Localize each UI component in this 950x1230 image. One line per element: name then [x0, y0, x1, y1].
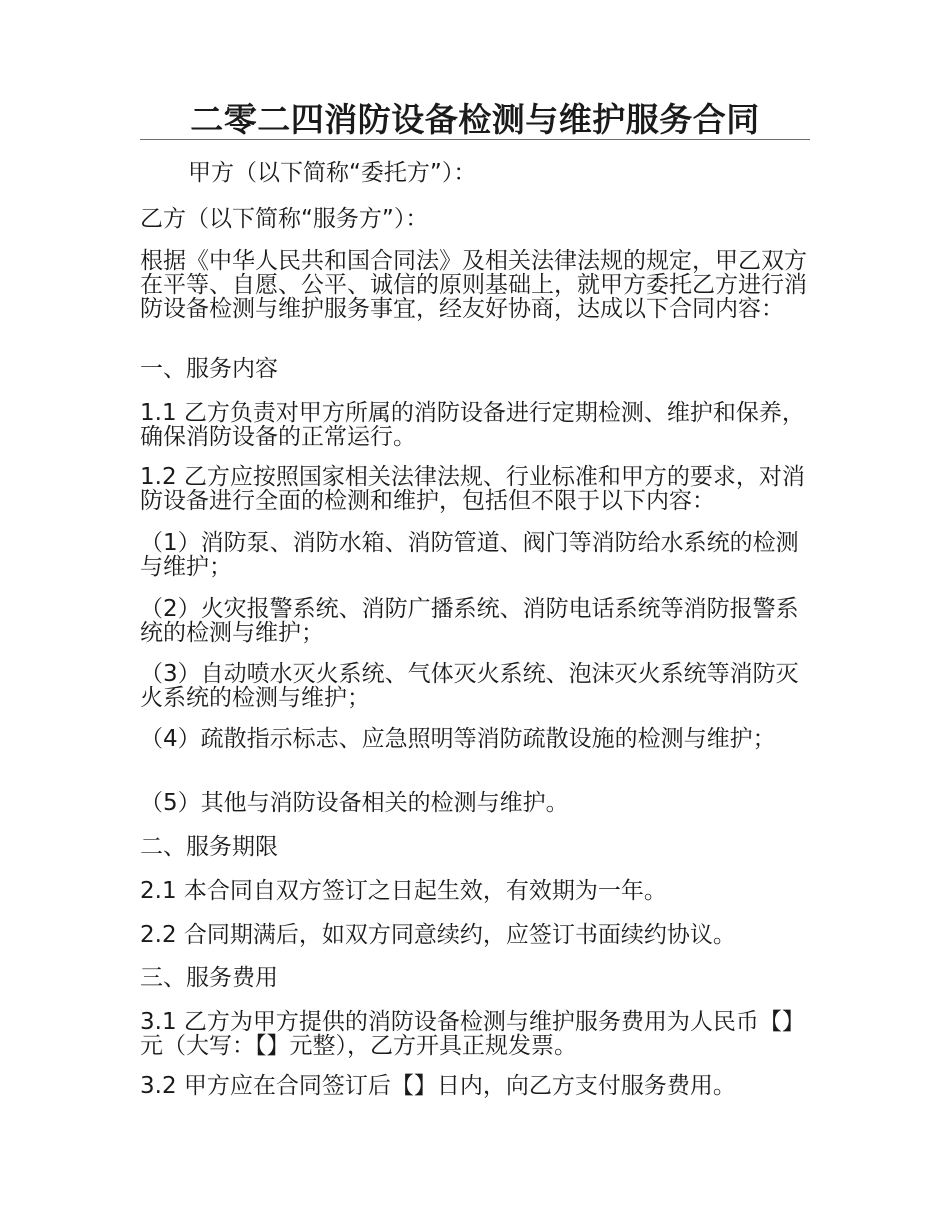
document-title: 二零二四消防设备检测与维护服务合同 [190, 100, 760, 139]
section-heading-service-term: 二、服务期限 [140, 834, 278, 860]
clause-1-2: 1.2 乙方应按照国家相关法律法规、行业标准和甲方的要求，对消防设备进行全面的检测和维护，包括但不限于以下内容： [140, 464, 805, 514]
list-item: （3）自动喷水灭火系统、气体灭火系统、泡沫灭火系统等消防灭火系统的检测与维护； [140, 661, 799, 711]
clause-2-1: 2.1 本合同自双方签订之日起生效，有效期为一年。 [140, 878, 667, 904]
list-item: （5）其他与消防设备相关的检测与维护。 [140, 790, 569, 816]
clause-1-1: 1.1 乙方负责对甲方所属的消防设备进行定期检测、维护和保养，确保消防设备的正常运行。 [140, 400, 805, 450]
section-heading-service-content: 一、服务内容 [140, 356, 278, 382]
party-b-line: 乙方（以下简称“服务方”）： [140, 206, 429, 232]
party-a-line: 甲方（以下简称“委托方”）： [188, 160, 477, 186]
list-item: （4）疏散指示标志、应急照明等消防疏散设施的检测与维护； [140, 726, 776, 752]
clause-2-2: 2.2 合同期满后，如双方同意续约，应签订书面续约协议。 [140, 922, 736, 948]
clause-3-2: 3.2 甲方应在合同签订后【】日内，向乙方支付服务费用。 [140, 1073, 736, 1099]
list-item: （1）消防泵、消防水箱、消防管道、阀门等消防给水系统的检测与维护； [140, 530, 799, 580]
clause-3-1: 3.1 乙方为甲方提供的消防设备检测与维护服务费用为人民币【】元（大写：【】元整），乙方开具正规发票。 [140, 1009, 805, 1059]
title-underline [140, 139, 810, 140]
section-heading-service-fee: 三、服务费用 [140, 965, 278, 991]
preamble-paragraph: 根据《中华人民共和国合同法》及相关法律法规的规定，甲乙双方在平等、自愿、公平、诚信的原则基础上，就甲方委托乙方进行消防设备检测与维护服务事宜，经友好协商，达成以下合同内容： [140, 248, 807, 322]
list-item: （2）火灾报警系统、消防广播系统、消防电话系统等消防报警系统的检测与维护； [140, 596, 799, 646]
